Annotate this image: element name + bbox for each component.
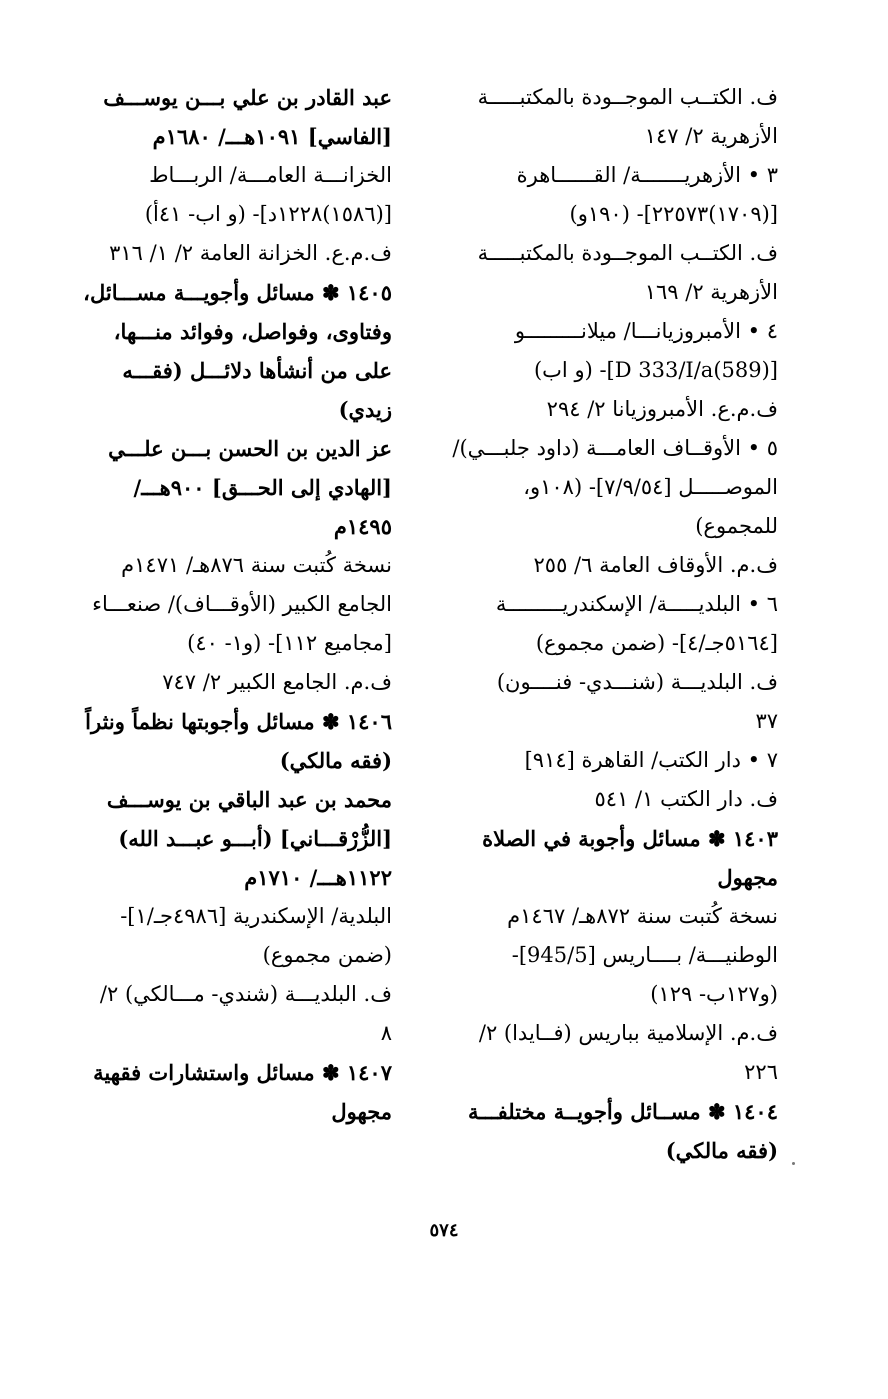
entry-heading: ١٤٠٧ ✽ مسائل واستشارات فقهية bbox=[93, 1060, 392, 1085]
text-line: (و١٢٧ب- ١٢٩) bbox=[650, 982, 778, 1006]
author-line: عز الدين بن الحسن بـــن علـــي bbox=[108, 436, 392, 461]
author-line: [الزُّرْقـــاني] (أبـــو عبـــد الله) bbox=[118, 826, 392, 851]
author-line: ١٤٩٥م bbox=[333, 514, 392, 539]
text-line: الأزهرية ٢/ ١٦٩ bbox=[644, 280, 778, 304]
text-line: ف.م. الأوقاف العامة ٦/ ٢٥٥ bbox=[533, 553, 778, 577]
entry-heading: زيدي) bbox=[338, 397, 392, 422]
text-line: ف.م.ع. الخزانة العامة ٢/ ١/ ٣١٦ bbox=[109, 241, 392, 265]
right-column bbox=[440, 78, 778, 1170]
text-line: ف. الكتــب الموجــودة بالمكتبـــــة bbox=[477, 85, 778, 109]
list-item: ٥ • الأوقــاف العامـــة (داود جلبـــي)/ bbox=[452, 436, 778, 460]
author-line: ١١٢٢هـــ/ ١٧١٠م bbox=[244, 865, 392, 890]
page-number: ٥٧٤ bbox=[429, 1220, 459, 1241]
text-line: الأزهرية ٢/ ١٤٧ bbox=[644, 124, 778, 148]
list-item: ٧ • دار الكتب/ القاهرة [٩١٤] bbox=[524, 748, 778, 772]
text-line: الموصـــــل [٧/٩/٥٤]- (١٠٨و، bbox=[523, 475, 778, 499]
text-line: ٣٧ bbox=[755, 709, 778, 733]
entry-heading: ١٤٠٥ ✽ مسائل وأجويـــة مســـائل، bbox=[83, 280, 392, 305]
text-line: [(589)D 333/I/a]- (و اب) bbox=[533, 358, 778, 382]
text-line: ف. دار الكتب ١/ ٥٤١ bbox=[594, 787, 778, 811]
entry-heading: ١٤٠٦ ✽ مسائل وأجوبتها نظماً ونثراً bbox=[85, 709, 392, 734]
author-line: مجهول bbox=[717, 865, 778, 890]
text-line: الخزانـــة العامـــة/ الربـــاط bbox=[149, 163, 392, 187]
text-line: [مجاميع ١١٢]- (و١- ٤٠) bbox=[187, 631, 392, 655]
text-line: ٢٢٦ bbox=[744, 1060, 778, 1084]
text-line: [(١٧٠٩)٢٢٥٧٣]- (١٩٠و) bbox=[569, 202, 778, 226]
text-line: ف.م.ع. الأمبروزيانا ٢/ ٢٩٤ bbox=[546, 397, 778, 421]
text-line: البلدية/ الإسكندرية [٤٩٨٦جـ/١]- bbox=[120, 904, 392, 928]
author-line: عبد القادر بن علي بـــن يوســـف bbox=[103, 85, 392, 110]
entry-heading: على من أنشأها دلائـــل (فقـــه bbox=[122, 358, 392, 383]
author-line: [الفاسي] ١٠٩١هـــ/ ١٦٨٠م bbox=[152, 124, 392, 149]
text-line: نسخة كُتبت سنة ٨٧٢هـ/ ١٤٦٧م bbox=[507, 904, 778, 928]
list-item: ٦ • البلديـــــة/ الإسكندريـــــــــة bbox=[495, 592, 778, 616]
text-line: الوطنيـــة/ بــــاريس [945/5]- bbox=[511, 943, 778, 967]
author-line: [الهادي إلى الحـــق] ٩٠٠هـــ/ bbox=[133, 475, 392, 500]
text-line: [٥١٦٤جـ/٤]- (ضمن مجموع) bbox=[535, 631, 778, 655]
text-line: [(١٥٨٦)١٢٢٨د]- (و اب- ٤١أ) bbox=[144, 202, 392, 226]
list-item: ٣ • الأزهريـــــــة/ القــــــاهرة bbox=[516, 163, 778, 187]
text-line: نسخة كُتبت سنة ٨٧٦هـ/ ١٤٧١م bbox=[121, 553, 392, 577]
scan-speck bbox=[792, 1162, 795, 1165]
text-line: (ضمن مجموع) bbox=[262, 943, 392, 967]
text-line: للمجموع) bbox=[695, 514, 778, 538]
text-line: ف. البلديـــة (شندي- مـــالكي) ٢/ bbox=[99, 982, 392, 1006]
author-line: محمد بن عبد الباقي بن يوســـف bbox=[106, 787, 392, 812]
text-line: ف.م. الجامع الكبير ٢/ ٧٤٧ bbox=[162, 670, 392, 694]
subject-line: (فقه مالكي) bbox=[279, 748, 392, 773]
text-line: الجامع الكبير (الأوقـــاف)/ صنعـــاء bbox=[92, 592, 392, 616]
entry-heading: وفتاوى، وفواصل، وفوائد منـــها، bbox=[113, 319, 392, 344]
author-line: مجهول bbox=[331, 1099, 392, 1124]
text-line: ف. البلديـــة (شنـــدي- فنــــون) bbox=[496, 670, 778, 694]
text-line: ف. الكتــب الموجــودة بالمكتبـــــة bbox=[477, 241, 778, 265]
entry-heading: ١٤٠٤ ✽ مســائل وأجويــة مختلفـــة bbox=[467, 1099, 778, 1124]
list-item: ٤ • الأمبروزيانـــا/ ميلانـــــــــو bbox=[514, 319, 778, 343]
subject-line: (فقه مالكي) bbox=[665, 1138, 778, 1163]
entry-heading: ١٤٠٣ ✽ مسائل وأجوبة في الصلاة bbox=[482, 826, 778, 851]
left-column bbox=[56, 78, 392, 1131]
text-line: ٨ bbox=[380, 1021, 392, 1045]
text-line: ف.م. الإسلامية بباريس (فــايدا) ٢/ bbox=[478, 1021, 778, 1045]
